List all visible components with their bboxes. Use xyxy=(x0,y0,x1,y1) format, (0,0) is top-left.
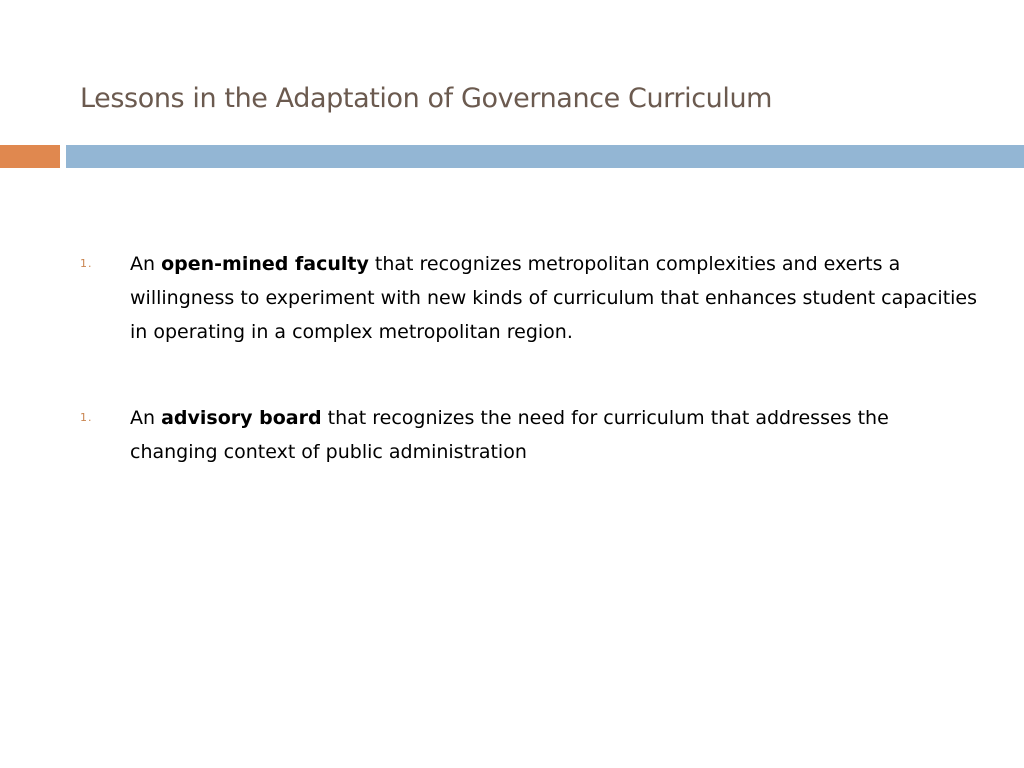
list-item-emphasis: open-mined faculty xyxy=(161,253,369,275)
list-item xyxy=(80,247,980,349)
list-item-text xyxy=(130,407,889,463)
list-item-prefix: An xyxy=(130,253,162,275)
list-item xyxy=(80,401,980,469)
accent-bar-orange xyxy=(0,145,60,168)
list-item-emphasis: advisory board xyxy=(161,407,322,429)
accent-bar-blue xyxy=(66,145,1024,168)
list-item-body: that recognizes the need for curriculum that addresses the changing context of public administration xyxy=(130,407,889,463)
slide-title: Lessons in the Adaptation of Governance Curriculum xyxy=(80,83,773,114)
list-item-prefix: An xyxy=(130,407,162,429)
list-marker: 1. xyxy=(80,257,93,270)
list-item-text xyxy=(130,253,977,343)
list-marker: 1. xyxy=(80,411,93,424)
bullet-list xyxy=(80,247,980,469)
list-item-body: that recognizes metropolitan complexities and exerts a willingness to experiment with new kinds of curriculum that enhances student capacities in operating in a complex metropolitan region. xyxy=(130,253,978,343)
